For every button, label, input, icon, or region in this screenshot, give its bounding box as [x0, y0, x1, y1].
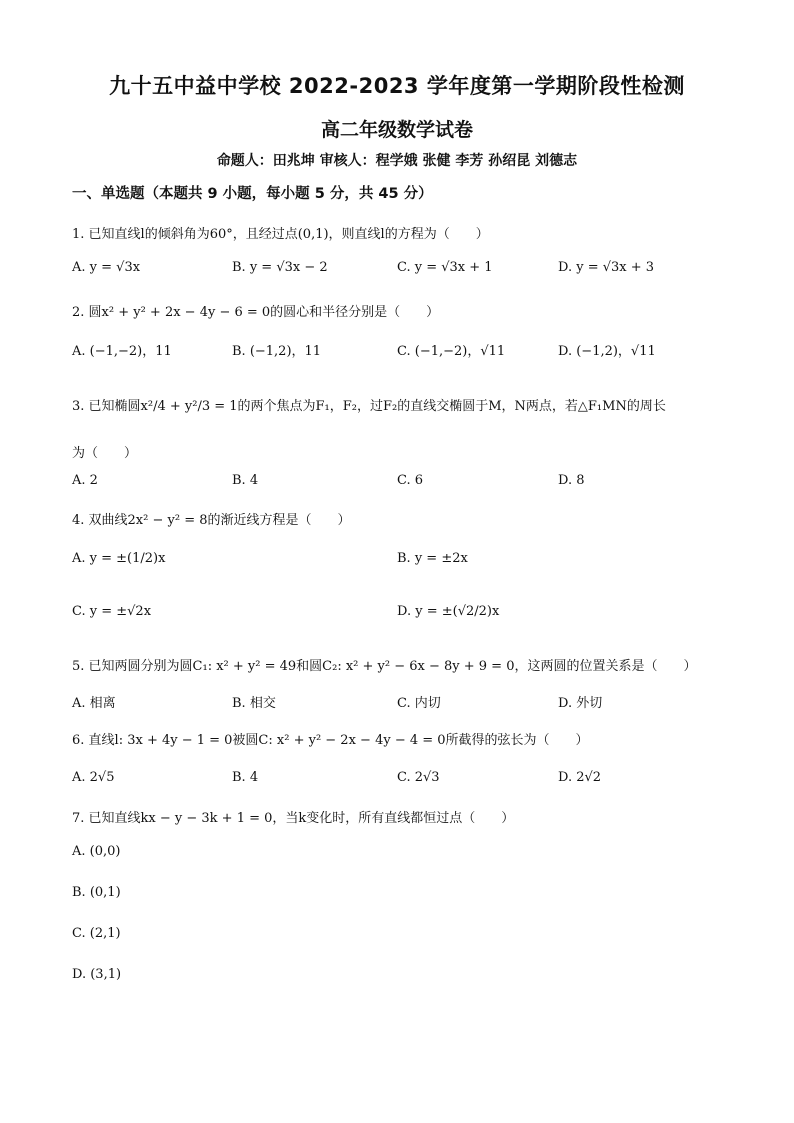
- question-3-stem: 3. 已知椭圆x²/4 + y²/3 = 1的两个焦点为F₁，F₂，过F₂的直线交椭圆于M，N两点，若△F₁MN的周长: [72, 399, 666, 414]
- question-7-option-b: B. (0,1): [72, 885, 121, 900]
- question-4-stem: 4. 双曲线2x² − y² = 8的渐近线方程是（ ）: [72, 513, 351, 528]
- question-3-option-b: B. 4: [232, 473, 259, 488]
- question-7-option-d: D. (3,1): [72, 967, 122, 982]
- question-5-option-c: C. 内切: [397, 696, 441, 711]
- question-4-option-a: A. y = ±(1/2)x: [72, 551, 166, 566]
- question-7-stem: 7. 已知直线kx − y − 3k + 1 = 0，当k变化时，所有直线都恒过点（ ）: [72, 811, 515, 826]
- question-5-option-d: D. 外切: [558, 696, 603, 711]
- question-1-option-c: C. y = √3x + 1: [397, 260, 493, 275]
- question-7-option-c: C. (2,1): [72, 926, 121, 941]
- question-1-option-a: A. y = √3x: [72, 260, 141, 275]
- exam-authors: 命题人：田兆坤 审核人：程学娥 张健 李芳 孙绍昆 刘德志: [216, 153, 578, 169]
- question-2-option-b: B. (−1,2)，11: [232, 344, 322, 359]
- question-5-option-b: B. 相交: [232, 696, 276, 711]
- question-4-option-d: D. y = ±(√2/2)x: [397, 604, 500, 619]
- exam-subtitle: 高二年级数学试卷: [320, 119, 473, 141]
- question-1-option-b: B. y = √3x − 2: [232, 260, 328, 275]
- question-3-option-d: D. 8: [558, 473, 585, 488]
- question-5-stem: 5. 已知两圆分别为圆C₁: x² + y² = 49和圆C₂: x² + y² − 6x − 8y + 9 = 0，这两圆的位置关系是（ ）: [72, 659, 697, 674]
- exam-title: 九十五中益中学校 2022-2023 学年度第一学期阶段性检测: [109, 74, 685, 98]
- question-2-option-a: A. (−1,−2)，11: [72, 344, 172, 359]
- question-3-option-a: A. 2: [72, 473, 98, 488]
- question-7-option-a: A. (0,0): [72, 844, 121, 859]
- question-6-option-d: D. 2√2: [558, 770, 602, 785]
- question-1-stem: 1. 已知直线l的倾斜角为60°，且经过点(0,1)，则直线l的方程为（ ）: [72, 227, 489, 242]
- section-heading: 一、单选题（本题共 9 小题，每小题 5 分，共 45 分）: [72, 186, 433, 202]
- question-4-option-c: C. y = ±√2x: [72, 604, 152, 619]
- question-2-stem: 2. 圆x² + y² + 2x − 4y − 6 = 0的圆心和半径分别是（ ）: [72, 305, 440, 320]
- question-6-option-a: A. 2√5: [72, 770, 115, 785]
- question-6-option-b: B. 4: [232, 770, 259, 785]
- question-1-option-d: D. y = √3x + 3: [558, 260, 655, 275]
- question-5-option-a: A. 相离: [72, 696, 116, 711]
- question-6-stem: 6. 直线l: 3x + 4y − 1 = 0被圆C: x² + y² − 2x − 4y − 4 = 0所截得的弦长为（ ）: [72, 733, 589, 748]
- question-2-option-c: C. (−1,−2)，√11: [397, 344, 506, 359]
- question-3-stem-continued: 为（ ）: [72, 446, 138, 461]
- question-4-option-b: B. y = ±2x: [397, 551, 468, 566]
- question-3-option-c: C. 6: [397, 473, 424, 488]
- question-2-option-d: D. (−1,2)，√11: [558, 344, 656, 359]
- question-6-option-c: C. 2√3: [397, 770, 440, 785]
